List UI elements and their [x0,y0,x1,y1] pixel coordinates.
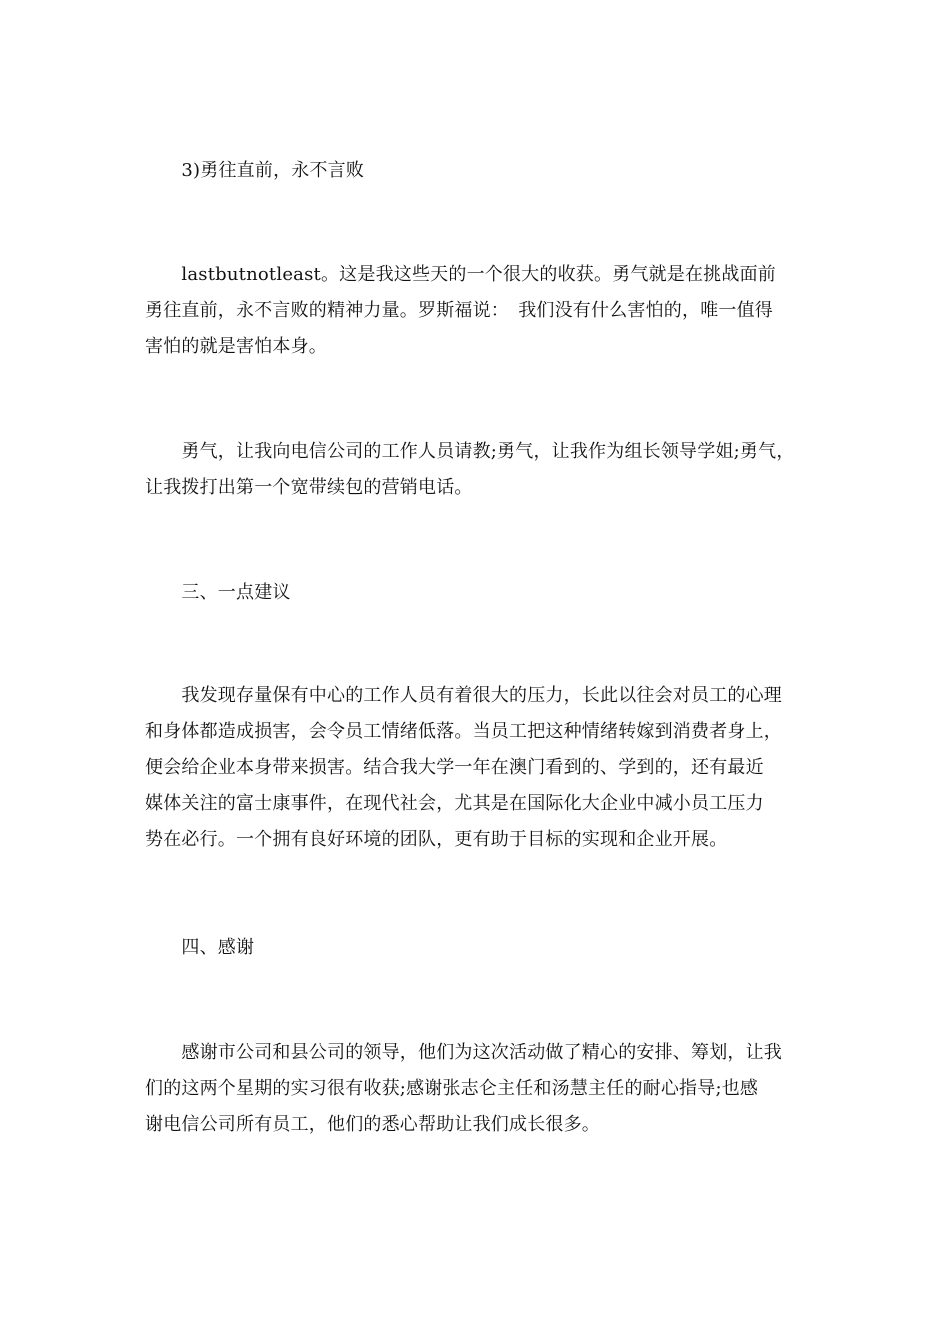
paragraph-courage-examples [145,434,815,506]
paragraph-thanks [145,1035,815,1143]
text-line: 3)勇往直前，永不言败 [145,160,365,181]
text-line: 和身体都造成损害，会令员工情绪低落。当员工把这种情绪转嫁到消费者身上， [145,721,782,742]
text-line: 四、感谢 [145,937,255,958]
section-heading-courage [145,153,815,189]
text-line: 我发现存量保有中心的工作人员有着很大的压力，长此以往会对员工的心理 [145,685,782,706]
text-line: 三、一点建议 [145,582,291,603]
text-line: 便会给企业本身带来损害。结合我大学一年在澳门看到的、学到的，还有最近 [145,757,764,778]
text-line: 勇气，让我向电信公司的工作人员请教;勇气，让我作为组长领导学姐;勇气， [145,441,795,462]
paragraph-last-but-not-least [145,257,815,365]
text-line: lastbutnotleast。这是我这些天的一个很大的收获。勇气就是在挑战面前 [145,264,776,285]
text-line: 媒体关注的富士康事件，在现代社会，尤其是在国际化大企业中减小员工压力 [145,793,764,814]
text-line: 勇往直前，永不言败的精神力量。罗斯福说： 我们没有什么害怕的，唯一值得 [145,300,773,321]
text-line: 势在必行。一个拥有良好环境的团队，更有助于目标的实现和企业开展。 [145,829,728,850]
text-line: 谢电信公司所有员工，他们的悉心帮助让我们成长很多。 [145,1114,600,1135]
section-heading-suggestion [145,575,815,611]
text-line: 感谢市公司和县公司的领导，他们为这次活动做了精心的安排、筹划，让我 [145,1042,782,1063]
text-line: 让我拨打出第一个宽带续包的营销电话。 [145,477,473,498]
paragraph-suggestion [145,678,815,858]
section-heading-thanks [145,930,815,966]
text-line: 们的这两个星期的实习很有收获;感谢张志仑主任和汤慧主任的耐心指导;也感 [145,1078,759,1099]
text-line: 害怕的就是害怕本身。 [145,336,327,357]
